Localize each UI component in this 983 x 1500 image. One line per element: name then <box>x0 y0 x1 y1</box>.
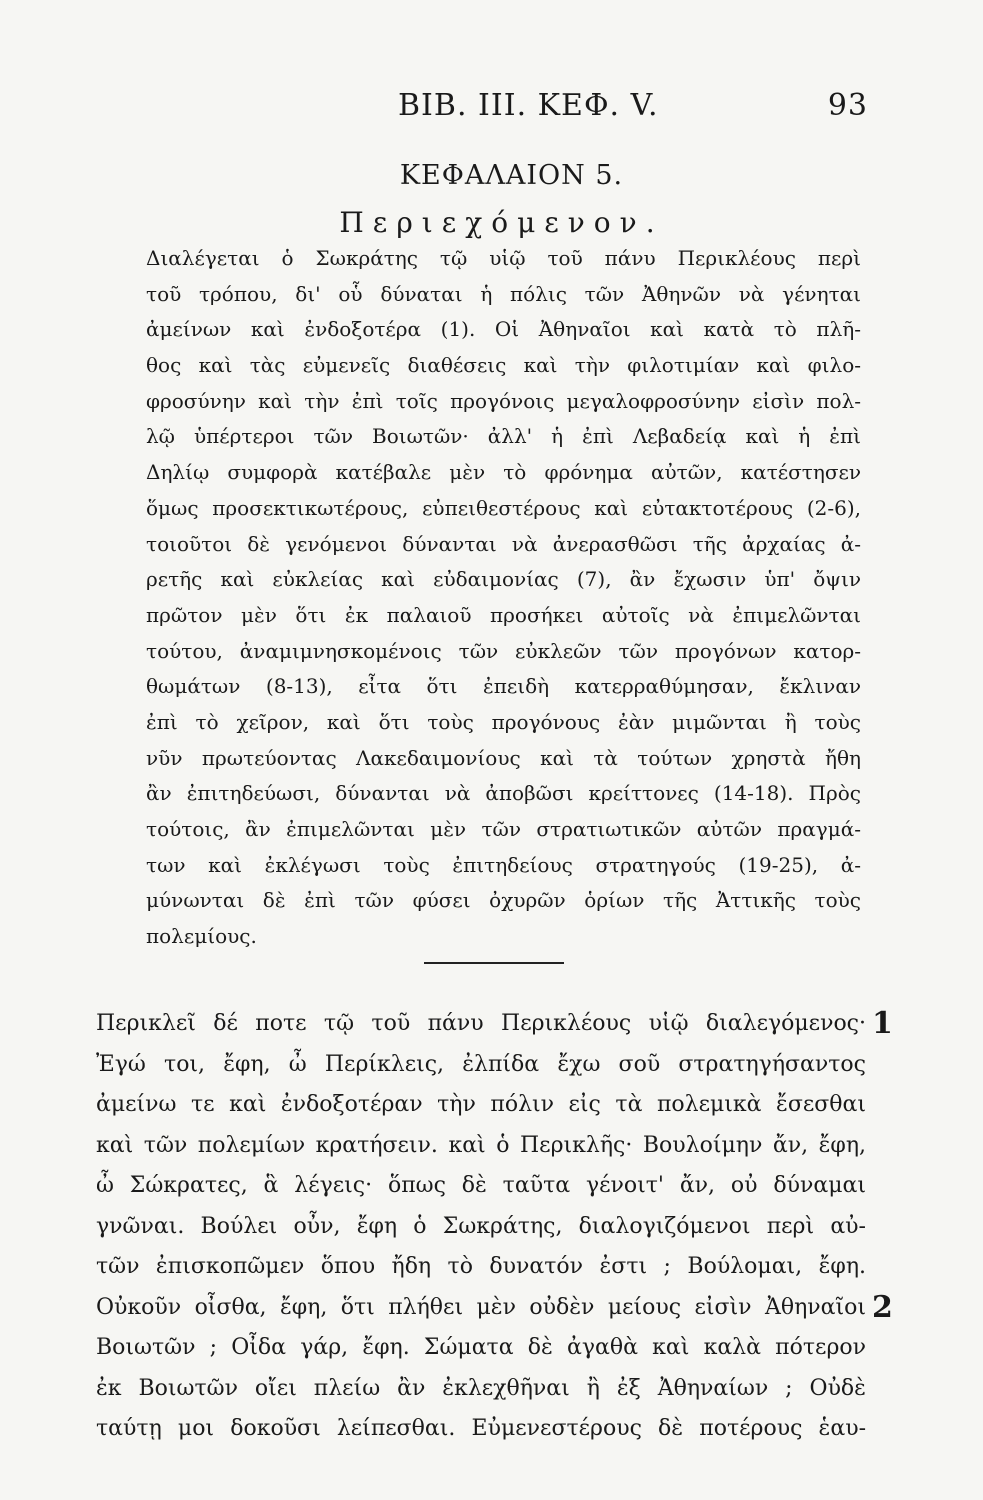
section-divider <box>424 962 564 964</box>
text-line: γνῶναι. Βούλει οὖν, ἔφη ὁ Σωκράτης, διαλογιζόμενοι περὶ αὐ- <box>96 1213 866 1239</box>
text-line: ἀμείνω τε καὶ ἐνδοξοτέραν τὴν πόλιν εἰς τὰ πολεμικὰ ἔσεσθαι <box>96 1092 866 1117</box>
running-title: ΒΙΒ. ΙΙΙ. ΚΕΦ. V. <box>398 88 659 123</box>
summary-line: τοῦ τρόπου, δι' οὗ δύναται ἡ πόλις τῶν Ἀθηνῶν νὰ γένηται <box>146 281 861 306</box>
text-line: Ἐγώ τοι, ἔφη, ὦ Περίκλεις, ἐλπίδα ἔχω σοῦ στρατηγήσαντος <box>96 1051 866 1077</box>
text-line: τῶν ἐπισκοπῶμεν ὅπου ἤδη τὸ δυνατόν ἐστι ; Βούλομαι, ἔφη. <box>96 1254 866 1279</box>
summary-line: πολεμίους. <box>146 924 257 949</box>
section-number: 2 <box>872 1289 893 1325</box>
text-line: ὦ Σώκρατες, ἃ λέγεις· ὅπως δὲ ταῦτα γένοιτ' ἄν, οὐ δύναμαι <box>96 1173 866 1198</box>
chapter-summary <box>146 241 861 955</box>
summary-line: θος καὶ τὰς εὐμενεῖς διαθέσεις καὶ τὴν φιλοτιμίαν καὶ φιλο- <box>146 353 861 378</box>
summary-line: θωμάτων (8-13), εἶτα ὅτι ἐπειδὴ κατερραθύμησαν, ἔκλιναν <box>146 674 861 699</box>
running-header <box>398 88 868 123</box>
text-line: ἐκ Βοιωτῶν οἴει πλείω ἂν ἐκλεχθῆναι ἢ ἐξ Ἀθηναίων ; Οὐδὲ <box>96 1375 866 1401</box>
text-line: Βοιωτῶν ; Οἶδα γάρ, ἔφη. Σώματα δὲ ἀγαθὰ καὶ καλὰ πότερον <box>96 1335 866 1360</box>
summary-line: νῦν πρωτεύοντας Λακεδαιμονίους καὶ τὰ τούτων χρηστὰ ἤθη <box>146 745 861 770</box>
summary-line: μύνωνται δὲ ἐπὶ τῶν φύσει ὀχυρῶν ὁρίων τῆς Ἀττικῆς τοὺς <box>146 888 861 913</box>
text-line: καὶ τῶν πολεμίων κρατήσειν. καὶ ὁ Περικλῆς· Βουλοίμην ἄν, ἔφη, <box>96 1132 866 1158</box>
contents-heading: Περιεχόμενον. <box>339 206 664 239</box>
summary-line: Διαλέγεται ὁ Σωκράτης τῷ υἱῷ τοῦ πάνυ Περικλέους περὶ <box>146 246 861 270</box>
section-number: 1 <box>872 1006 893 1041</box>
text-line: ταύτῃ μοι δοκοῦσι λείπεσθαι. Εὐμενεστέρους δὲ ποτέρους ἑαυ- <box>96 1416 866 1441</box>
summary-line: ἐπὶ τὸ χεῖρον, καὶ ὅτι τοὺς προγόνους ἐὰν μιμῶνται ἢ τοὺς <box>146 709 861 734</box>
text-line: Οὐκοῦν οἶσθα, ἔφη, ὅτι πλήθει μὲν οὐδὲν μείους εἰσὶν Ἀθηναῖοι <box>96 1294 866 1320</box>
summary-line: τοιοῦτοι δὲ γενόμενοι δύνανται νὰ ἀνερασθῶσι τῆς ἀρχαίας ἀ- <box>146 531 861 556</box>
page-number: 93 <box>827 88 868 123</box>
summary-line: φροσύνην καὶ τὴν ἐπὶ τοῖς προγόνοις μεγαλοφροσύνην εἰσὶν πολ- <box>146 388 861 413</box>
chapter-title: ΚΕΦΑΛΑΙΟΝ 5. <box>399 160 624 191</box>
summary-line: Δηλίῳ συμφορὰ κατέβαλε μὲν τὸ φρόνημα αὐτῶν, κατέστησεν <box>146 460 861 485</box>
summary-line: ρετῆς καὶ εὐκλείας καὶ εὐδαιμονίας (7), ἂν ἔχωσιν ὑπ' ὄψιν <box>146 567 861 592</box>
summary-line: των καὶ ἐκλέγωσι τοὺς ἐπιτηδείους στρατηγούς (19-25), ἀ- <box>146 852 861 877</box>
summary-line: ἂν ἐπιτηδεύωσι, δύνανται νὰ ἀποβῶσι κρείττονες (14-18). Πρὸς <box>146 781 861 806</box>
summary-line: ἀμείνων καὶ ἐνδοξοτέρα (1). Οἱ Ἀθηναῖοι καὶ κατὰ τὸ πλῆ- <box>146 317 861 342</box>
summary-line: ὅμως προσεκτικωτέρους, εὐπειθεστέρους καὶ εὐτακτοτέρους (2-6), <box>146 495 861 520</box>
summary-line: λῷ ὑπέρτεροι τῶν Βοιωτῶν· ἀλλ' ἡ ἐπὶ Λεβαδείᾳ καὶ ἡ ἐπὶ <box>146 424 861 449</box>
text-line: Περικλεῖ δέ ποτε τῷ τοῦ πάνυ Περικλέους υἱῷ διαλεγόμενος· <box>96 1011 866 1036</box>
main-text <box>96 1004 866 1450</box>
summary-line: πρῶτον μὲν ὅτι ἐκ παλαιοῦ προσήκει αὐτοῖς νὰ ἐπιμελῶνται <box>146 602 861 627</box>
summary-line: τούτου, ἀναμιμνησκομένοις τῶν εὐκλεῶν τῶν προγόνων κατορ- <box>146 638 861 663</box>
summary-line: τούτοις, ἂν ἐπιμελῶνται μὲν τῶν στρατιωτικῶν αὐτῶν πραγμά- <box>146 817 861 841</box>
